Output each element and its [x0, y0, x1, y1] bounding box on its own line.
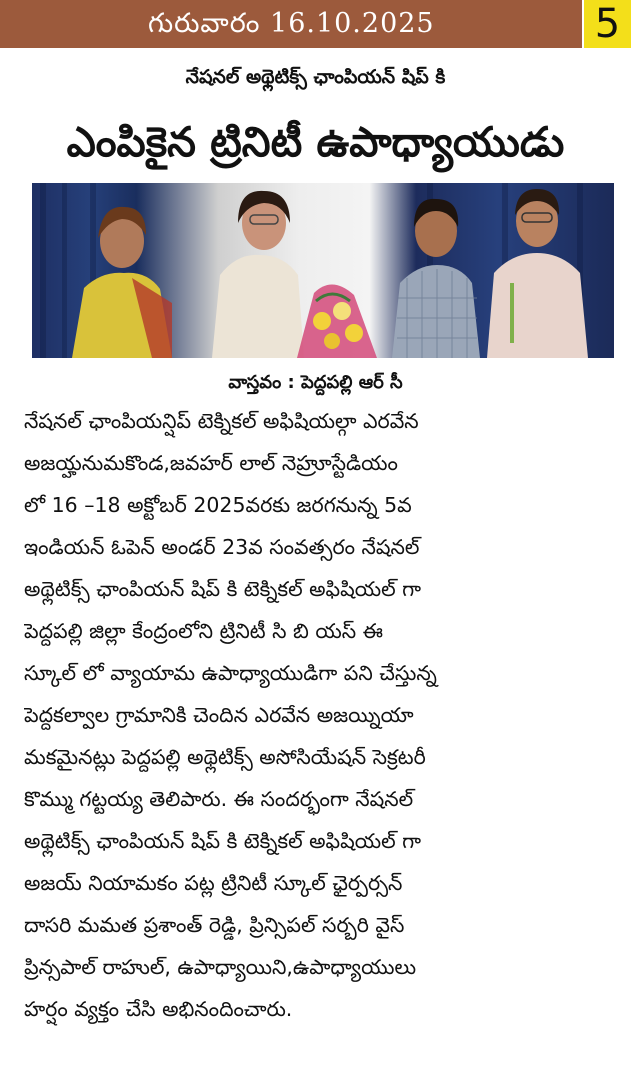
- article-kicker: నేషనల్ అథ్లెటిక్స్ ఛాంపియన్ షిప్ కి: [185, 66, 446, 88]
- article-body-line: అజయ్ నియామకం పట్ల ట్రినిటీ స్కూల్ ఛైర్పర్సన్: [24, 871, 403, 895]
- person-3: [392, 199, 480, 358]
- group-photo-illustration: [32, 183, 614, 358]
- article-byline: వాస్తవం : పెద్దపల్లి ఆర్ సీ: [228, 372, 403, 393]
- article-body-line: హర్షం వ్యక్తం చేసి అభినందించారు.: [24, 997, 293, 1021]
- person-1: [72, 207, 172, 358]
- article-body-line: స్కూల్ లో వ్యాయామ ఉపాధ్యాయుడిగా పని చేస్తున్న: [24, 661, 437, 685]
- page-number: 5: [584, 0, 631, 48]
- article-body-line: దాసరి మమత ప్రశాంత్ రెడ్డి, ప్రిన్సిపల్ సర్బరి వైస్: [24, 913, 405, 937]
- issue-date: గురువారం 16.10.2025: [148, 8, 435, 39]
- article-body-line: ప్రిన్సపాల్ రాహుల్, ఉపాధ్యాయిని,ఉపాధ్యాయులు: [24, 955, 417, 979]
- article-headline: ఎంపికైన ట్రినిటీ ఉపాధ్యాయుడు: [66, 118, 565, 166]
- article-body-line: పెద్దపల్లి జిల్లా కేంద్రంలోని ట్రినిటీ సి బి యస్ ఈ: [24, 619, 384, 643]
- article-body-line: ఇండియన్ ఓపెన్ అండర్ 23వ సంవత్సరం నేషనల్: [24, 535, 420, 559]
- article-body-line: లో 16 –18 అక్టోబర్ 2025వరకు జరగనున్న 5వ: [24, 493, 412, 517]
- article-body-line: కొమ్ము గట్టయ్య తెలిపారు. ఈ సందర్భంగా నేషనల్: [24, 787, 414, 811]
- article-body-line: పెద్దకల్వాల గ్రామానికి చెందిన ఎరవేన అజయ్నియా: [24, 703, 414, 727]
- article-body-line: అథ్లెటిక్స్ ఛాంపియన్ షిప్ కి టెక్నికల్ అఫిషియల్ గా: [24, 829, 422, 853]
- article-body-line: నేషనల్ ఛాంపియన్షిప్ టెక్నికల్ అఫిషియల్గా ఎరవేన: [24, 409, 419, 433]
- article-body-line: మకమైనట్లు పెద్దపల్లి అథ్లెటిక్స్ అసోసియేషన్ సెక్రటరీ: [24, 745, 426, 769]
- article-body: [24, 400, 624, 1030]
- article-body-line: అజయ్హనుమకొండ,జవహర్ లాల్ నెహ్రూస్టేడియం: [24, 451, 398, 475]
- person-2: [212, 191, 304, 358]
- flower-bouquet: [297, 284, 377, 358]
- article-body-line: అథ్లెటిక్స్ ఛాంపియన్ షిప్ కి టెక్నికల్ అఫిషియల్ గా: [24, 577, 422, 601]
- article-photo: [32, 183, 614, 358]
